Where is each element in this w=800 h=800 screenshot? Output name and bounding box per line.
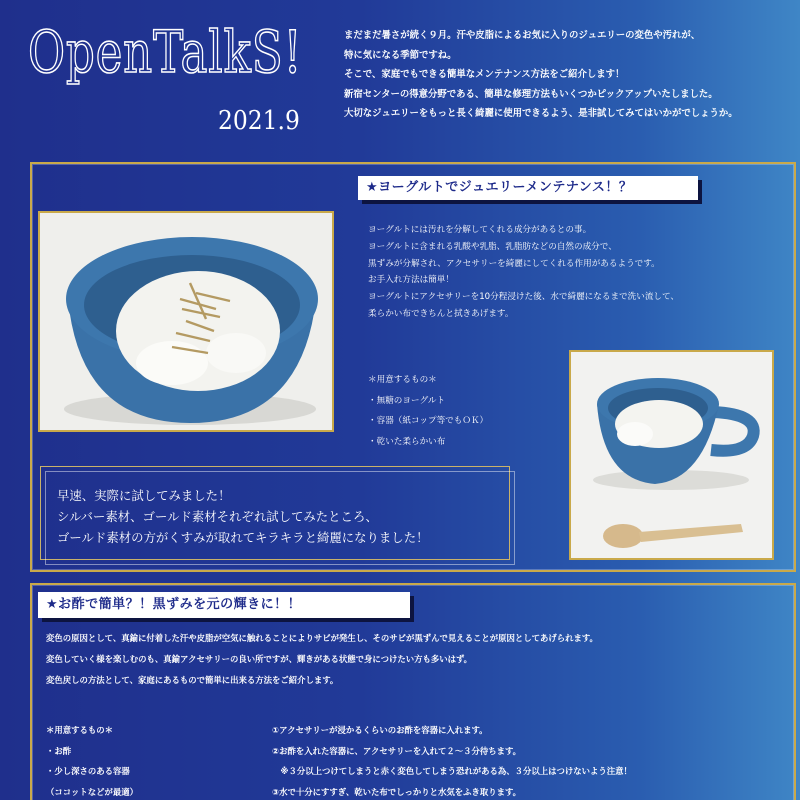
step-item: ③水で十分にすすぎ、乾いた布でしっかりと水気をふき取ります。 (272, 786, 522, 797)
description-line: 柔らかい布できちんと拭きあげます。 (368, 308, 514, 319)
result-line: ゴールド素材の方がくすみが取れてキラキラと綺麗になりました！ (57, 530, 429, 545)
yogurt-supplies-list (368, 370, 558, 452)
yogurt-cup-illustration (571, 352, 772, 558)
supply-item: ・乾いた柔らかい布 (368, 436, 446, 447)
supply-item: ・無糖のヨーグルト (368, 395, 446, 406)
experiment-result-box (40, 466, 510, 560)
supply-item: ・お酢 (46, 745, 72, 756)
intro-line: 特に気になる季節ですね。 (344, 49, 457, 61)
description-line: ヨーグルトにアクセサリーを10分程浸けた後、水で綺麗になるまで洗い流して、 (368, 292, 680, 303)
yogurt-bowl-photo (38, 211, 334, 432)
description-line: 変色の原因として、真鍮に付着した汗や皮脂が空気に触れることによりサビが発生し、そのサビが黒ずんで見えることが原因としてあげられます。 (46, 633, 598, 643)
description-line: ヨーグルトに含まれる乳酸や乳脂、乳脂肪などの自然の成分で、 (368, 241, 617, 252)
newsletter-logo: OpenTalkS! (28, 18, 303, 86)
supplies-heading: ＊用意するもの＊ (368, 375, 437, 385)
vinegar-description (46, 628, 786, 690)
supply-item: （ココットなどが最適） (46, 786, 138, 797)
issue-date: 2021.9 (218, 106, 300, 136)
supply-item: ・容器（紙コップ等でもＯＫ） (368, 416, 489, 426)
intro-line: そこで、家庭でもできる簡単なメンテナンス方法をご紹介します！ (344, 69, 625, 80)
yogurt-cup-photo (569, 350, 774, 560)
intro-line: 新宿センターの得意分野である、簡単な修理方法もいくつかピックアップいたしました。 (344, 88, 718, 100)
supply-item: ・少し深さのある容器 (46, 766, 130, 776)
yogurt-section-title: ★ヨーグルトでジュエリーメンテナンス！？ (358, 176, 698, 200)
intro-line: まだまだ暑さが続く９月。汗や皮脂によるお気に入りのジュエリーの変色や汚れが、 (344, 30, 701, 41)
intro-line: 大切なジュエリーをもっと長く綺麗に使用できるよう、是非試してみてはいかがでしょうか。 (344, 108, 738, 119)
yogurt-description (368, 222, 768, 323)
step-item: ※３分以上つけてしまうと赤く変色してしまう恐れがある為、３分以上はつけないよう注意！ (272, 766, 632, 776)
description-line: 黒ずみが分解され、アクセサリーを綺麗にしてくれる作用があるようです。 (368, 258, 660, 269)
step-item: ②お酢を入れた容器に、アクセサリーを入れて２～３分待ちます。 (272, 745, 522, 756)
step-item: ①アクセサリーが浸かるくらいのお酢を容器に入れます。 (272, 725, 488, 735)
vinegar-section-title: ★お酢で簡単？！黒ずみを元の輝きに！！ (38, 592, 410, 618)
intro-text (344, 26, 796, 124)
vinegar-supplies-list (46, 720, 246, 800)
supplies-heading: ＊用意するもの＊ (46, 725, 113, 735)
description-line: 変色していく様を楽しむのも、真鍮アクセサリーの良い所ですが、輝きがある状態で身につけたい方も多いはず。 (46, 653, 473, 664)
vinegar-steps-list (272, 720, 792, 800)
yogurt-bowl-illustration (40, 213, 332, 430)
description-line: ヨーグルトには汚れを分解してくれる成分があるとの事。 (368, 225, 592, 235)
result-line: 早速、実際に試してみました！ (57, 488, 231, 503)
result-line: シルバー素材、ゴールド素材それぞれ試してみたところ、 (57, 509, 378, 524)
header (0, 0, 800, 160)
description-line: お手入れ方法は簡単！ (368, 275, 454, 286)
description-line: 変色戻しの方法として、家庭にあるもので簡単に出来る方法をご紹介します。 (46, 674, 339, 685)
